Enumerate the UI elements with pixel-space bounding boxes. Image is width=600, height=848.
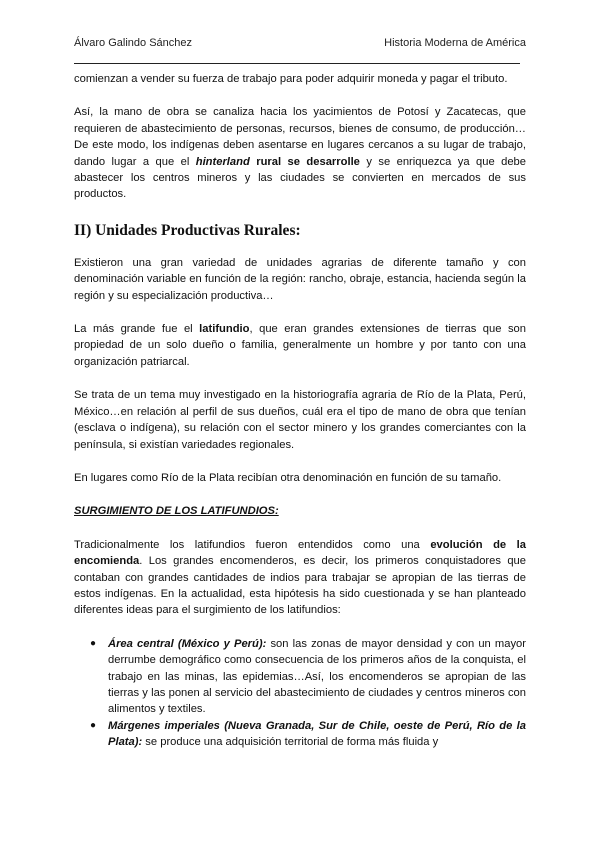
subheading: SURGIMIENTO DE LOS LATIFUNDIOS: [74,505,279,518]
list-item-lead: Área central (México y Perú): [108,637,267,650]
paragraph-4-text-c: , que eran grandes extensiones de tierras que son propiedad de un solo dueño o familia, generalmente un hombre y por tanto con una organización patriarcal. [74,323,526,368]
document-body [74,71,526,751]
paragraph-2 [74,104,526,202]
bullet-list [74,636,526,751]
paragraph-2-bold: rural se desarrolle [249,155,360,168]
list-item [74,636,526,718]
paragraph-7-text-a: Tradicionalmente los latifundios fueron entendidos como una [74,538,431,551]
list-item [74,718,526,751]
section-title: II) Unidades Productivas Rurales: [74,221,301,239]
header-course: Historia Moderna de América [384,37,526,49]
encomienda-term: evolución de la encomienda [74,538,526,568]
paragraph-5: Se trata de un tema muy investigado en la historiografía agraria de Río de la Plata, Perú, México…en relación al perfil de sus dueños, cuál era el tipo de mano de obra que tenían (esclava o indígena), su relación con el sector minero y los grandes comerciantes con la península, si existían variedades regionales. [74,389,526,451]
list-item-text: se produce una adquisición territorial de forma más fluida y [142,736,439,749]
paragraph-4-text-a: La más grande fue el [74,323,200,336]
paragraph-6: En lugares como Río de la Plata recibían otra denominación en función de su tamaño. [74,471,502,484]
latifundio-term: latifundio [199,323,250,336]
hinterland-term: hinterland [195,155,250,168]
header-author: Álvaro Galindo Sánchez [74,37,193,49]
bullet-icon: ● [90,719,97,731]
header-rule [74,63,520,64]
list-item-lead: Márgenes imperiales (Nueva Granada, Sur de Chile, oeste de Perú, Río de la Plata): [108,719,526,749]
bullet-icon: ● [90,637,97,649]
paragraph-2-text-a: Así, la mano de obra se canaliza hacia los yacimientos de Potosí y Zacatecas, que requieren de abastecimiento de personas, recursos, bienes de consumo, de producción… De este modo, los indígenas deben asentarse en lugares cercanos a su lugar de trabajo, dando lugar a que el [74,106,526,168]
paragraph-4 [74,321,526,370]
paragraph-7 [74,537,526,619]
paragraph-2-text-d: y se enriquezca ya que debe abastecer los centros mineros y las ciudades se convierten en mercados de sus productos. [74,155,526,201]
paragraph-7-text-c: . Los grandes encomenderos, es decir, los primeros conquistadores que contaban con grandes cantidades de indios para trabajar se apropian de las tierras de estos indígenas. En la actualidad, esta hipótesis ha sido cuestionada y se han planteado diferentes ideas para el surgimiento de los latifundios: [74,555,526,617]
list-item-text: son las zonas de mayor densidad y con un mayor derrumbe demográfico como consecuencia de los primeros años de la conquista, el trabajo en las minas, las epidemias…Así, los encomenderos se apropian de las tierras y las ponen al servicio del abastecimiento de ciudades y centros mineros con alimentos y textiles. [108,637,526,716]
paragraph-3: Existieron una gran variedad de unidades agrarias de diferente tamaño y con denominación variable en función de la región: rancho, obraje, estancia, hacienda según la región y su especialización productiva… [74,256,526,302]
paragraph-1: comienzan a vender su fuerza de trabajo para poder adquirir moneda y pagar el tributo. [74,73,508,85]
